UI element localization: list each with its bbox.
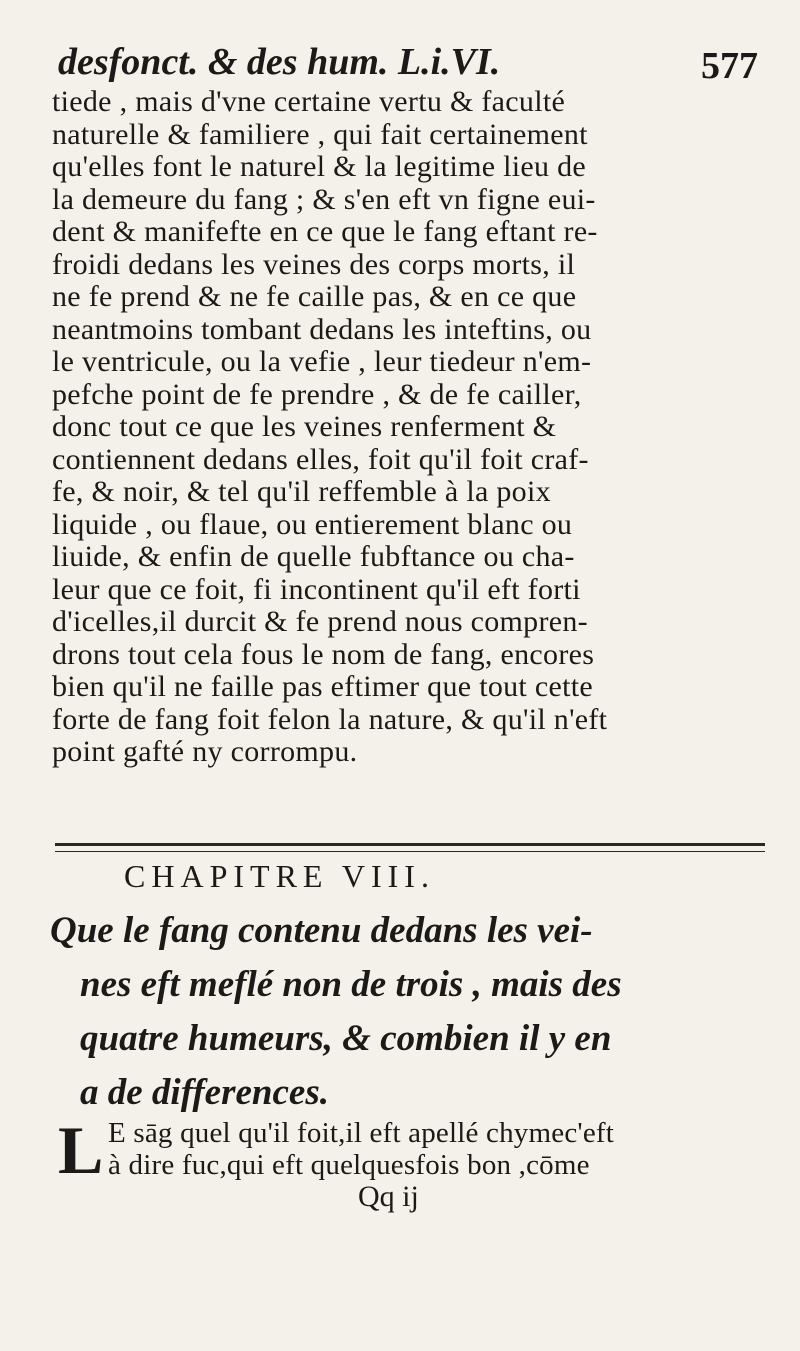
text-line: dent & manifefte en ce que le fang eftant re-: [52, 215, 598, 248]
chapter-subtitle: [50, 904, 766, 1120]
text-line: à dire fuc,qui eft quelquesfois bon ,cōme: [108, 1149, 590, 1181]
subtitle-line: quatre humeurs, & combien il y en: [80, 1018, 612, 1059]
running-head: desfonct. & des hum. L.i.VI.: [58, 41, 501, 83]
text-line: donc tout ce que les veines renferment &: [52, 410, 557, 443]
chapter-heading: CHAPITRE VIII.: [124, 858, 435, 894]
subtitle-line: nes eft meflé non de trois , mais des: [80, 964, 622, 1005]
text-line: pefche point de fe prendre , & de fe cailler,: [52, 377, 582, 411]
page-header: [58, 40, 758, 90]
text-line: liquide , ou flaue, ou entierement blanc ou: [52, 507, 573, 541]
text-line: E sāg quel qu'il foit,il eft apellé chymec'eft: [108, 1117, 615, 1149]
section-divider-rule: [55, 843, 765, 852]
chapter-opening-paragraph: [58, 1112, 768, 1188]
page-number: 577: [701, 45, 758, 87]
text-line: contiennent dedans elles, foit qu'il foit craf-: [52, 442, 589, 476]
text-line: leur que ce foit, fi incontinent qu'il eft forti: [52, 572, 581, 606]
text-line: froidi dedans les veines des corps morts, il: [52, 247, 576, 281]
text-line: qu'elles font le naturel & la legitime lieu de: [52, 150, 587, 183]
drop-cap: L: [58, 1112, 104, 1188]
subtitle-line: Que le fang contenu dedans les vei-: [50, 910, 593, 951]
signature-mark: Qq ij: [358, 1180, 419, 1213]
body-paragraph: [52, 86, 768, 769]
text-line: tiede , mais d'vne certaine vertu & faculté: [52, 85, 566, 118]
text-line: la demeure du fang ; & s'en eft vn figne eui-: [52, 182, 596, 216]
text-line: ne fe prend & ne fe caille pas, & en ce que: [52, 280, 577, 313]
text-line: bien qu'il ne faille pas eftimer que tout cette: [52, 670, 593, 703]
text-line: liuide, & enfin de quelle fubftance ou cha-: [52, 540, 575, 573]
text-line: fe, & noir, & tel qu'il reffemble à la poix: [52, 475, 551, 508]
text-line: le ventricule, ou la vefie , leur tiedeur n'em-: [52, 345, 592, 378]
text-line: forte de fang foit felon la nature, & qu'il n'eft: [52, 702, 608, 736]
text-line: point gafté ny corrompu.: [52, 735, 358, 768]
text-line: d'icelles,il durcit & fe prend nous compren-: [52, 605, 588, 638]
text-line: drons tout cela fous le nom de fang, encores: [52, 637, 595, 671]
text-line: neantmoins tombant dedans les inteftins, ou: [52, 312, 592, 346]
subtitle-line: a de differences.: [80, 1072, 329, 1113]
text-line: naturelle & familiere , qui fait certainement: [52, 117, 588, 151]
